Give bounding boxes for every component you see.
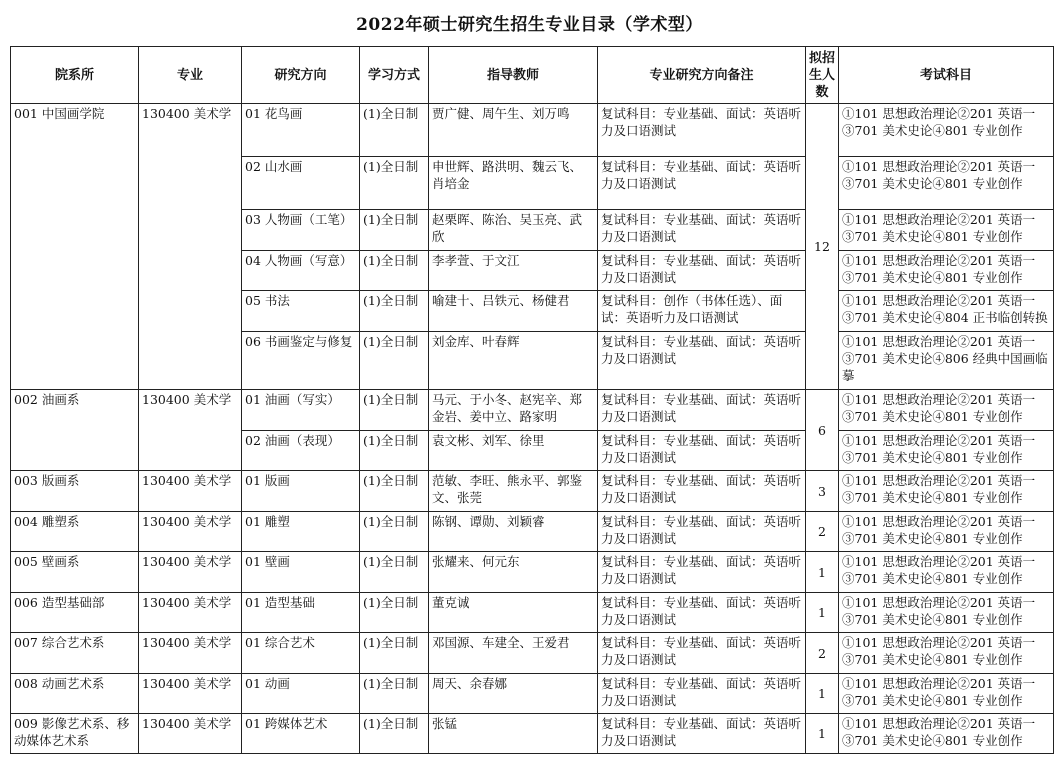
major-cell: 130400 美术学 xyxy=(139,633,242,674)
notes-cell: 复试科目：专业基础、面试：英语听力及口语测试 xyxy=(598,251,806,291)
teachers-cell: 马元、于小冬、赵宪辛、郑金岩、姜中立、路家明 xyxy=(429,390,598,431)
exams-cell: ①101 思想政治理论②201 英语一 ③701 美术史论④801 专业创作 xyxy=(839,593,1054,633)
quota-cell: 1 xyxy=(806,714,839,754)
direction-cell: 03 人物画（工笔） xyxy=(242,210,360,251)
header-teachers: 指导教师 xyxy=(429,47,598,104)
header-dept: 院系所 xyxy=(11,47,139,104)
quota-cell: 1 xyxy=(806,674,839,714)
teachers-cell: 袁文彬、刘军、徐里 xyxy=(429,431,598,471)
notes-cell: 复试科目：专业基础、面试：英语听力及口语测试 xyxy=(598,210,806,251)
notes-cell: 复试科目：专业基础、面试：英语听力及口语测试 xyxy=(598,593,806,633)
table-row xyxy=(11,471,1054,512)
notes-cell: 复试科目：专业基础、面试：英语听力及口语测试 xyxy=(598,431,806,471)
mode-cell: (1)全日制 xyxy=(360,291,429,332)
page-title: 2022年硕士研究生招生专业目录（学术型） xyxy=(356,15,703,35)
mode-cell: (1)全日制 xyxy=(360,390,429,431)
direction-cell: 01 跨媒体艺术 xyxy=(242,714,360,754)
mode-cell: (1)全日制 xyxy=(360,471,429,512)
mode-cell: (1)全日制 xyxy=(360,593,429,633)
notes-cell: 复试科目：专业基础、面试：英语听力及口语测试 xyxy=(598,471,806,512)
dept-cell: 002 油画系 xyxy=(11,390,139,471)
major-cell: 130400 美术学 xyxy=(139,390,242,471)
mode-cell: (1)全日制 xyxy=(360,157,429,210)
teachers-cell: 周天、余春娜 xyxy=(429,674,598,714)
direction-cell: 04 人物画（写意） xyxy=(242,251,360,291)
notes-cell: 复试科目：专业基础、面试：英语听力及口语测试 xyxy=(598,104,806,157)
mode-cell: (1)全日制 xyxy=(360,512,429,552)
table-row xyxy=(11,593,1054,633)
header-row xyxy=(11,47,1054,104)
header-exams: 考试科目 xyxy=(839,47,1054,104)
exams-cell: ①101 思想政治理论②201 英语一 ③701 美术史论④801 专业创作 xyxy=(839,390,1054,431)
teachers-cell: 刘金库、叶春辉 xyxy=(429,332,598,390)
mode-cell: (1)全日制 xyxy=(360,210,429,251)
header-quota: 拟招生人数 xyxy=(806,47,839,104)
dept-cell: 009 影像艺术系、移动媒体艺术系 xyxy=(11,714,139,754)
mode-cell: (1)全日制 xyxy=(360,633,429,674)
teachers-cell: 张耀来、何元东 xyxy=(429,552,598,593)
direction-cell: 06 书画鉴定与修复 xyxy=(242,332,360,390)
mode-cell: (1)全日制 xyxy=(360,552,429,593)
major-cell: 130400 美术学 xyxy=(139,714,242,754)
direction-cell: 05 书法 xyxy=(242,291,360,332)
header-major: 专业 xyxy=(139,47,242,104)
teachers-cell: 董克诚 xyxy=(429,593,598,633)
mode-cell: (1)全日制 xyxy=(360,104,429,157)
teachers-cell: 喻建十、吕铁元、杨健君 xyxy=(429,291,598,332)
mode-cell: (1)全日制 xyxy=(360,332,429,390)
teachers-cell: 范敏、李旺、熊永平、郭鉴文、张莞 xyxy=(429,471,598,512)
teachers-cell: 张锰 xyxy=(429,714,598,754)
quota-cell: 1 xyxy=(806,552,839,593)
notes-cell: 复试科目：专业基础、面试：英语听力及口语测试 xyxy=(598,157,806,210)
exams-cell: ①101 思想政治理论②201 英语一 ③701 美术史论④806 经典中国画临摹 xyxy=(839,332,1054,390)
quota-cell: 6 xyxy=(806,390,839,471)
direction-cell: 01 动画 xyxy=(242,674,360,714)
exams-cell: ①101 思想政治理论②201 英语一 ③701 美术史论④801 专业创作 xyxy=(839,210,1054,251)
exams-cell: ①101 思想政治理论②201 英语一 ③701 美术史论④801 专业创作 xyxy=(839,471,1054,512)
dept-cell: 005 壁画系 xyxy=(11,552,139,593)
header-notes: 专业研究方向备注 xyxy=(598,47,806,104)
exams-cell: ①101 思想政治理论②201 英语一 ③701 美术史论④801 专业创作 xyxy=(839,157,1054,210)
dept-cell: 004 雕塑系 xyxy=(11,512,139,552)
direction-cell: 01 造型基础 xyxy=(242,593,360,633)
exams-cell: ①101 思想政治理论②201 英语一 ③701 美术史论④801 专业创作 xyxy=(839,251,1054,291)
exams-cell: ①101 思想政治理论②201 英语一 ③701 美术史论④801 专业创作 xyxy=(839,512,1054,552)
quota-cell: 1 xyxy=(806,593,839,633)
direction-cell: 01 版画 xyxy=(242,471,360,512)
exams-cell: ①101 思想政治理论②201 英语一 ③701 美术史论④801 专业创作 xyxy=(839,431,1054,471)
direction-cell: 01 雕塑 xyxy=(242,512,360,552)
mode-cell: (1)全日制 xyxy=(360,674,429,714)
dept-cell: 001 中国画学院 xyxy=(11,104,139,390)
exams-cell: ①101 思想政治理论②201 英语一 ③701 美术史论④801 专业创作 xyxy=(839,104,1054,157)
notes-cell: 复试科目：创作（书体任选）、面试：英语听力及口语测试 xyxy=(598,291,806,332)
exams-cell: ①101 思想政治理论②201 英语一 ③701 美术史论④801 专业创作 xyxy=(839,633,1054,674)
table-row xyxy=(11,633,1054,674)
teachers-cell: 赵栗晖、陈治、吴玉亮、武欣 xyxy=(429,210,598,251)
notes-cell: 复试科目：专业基础、面试：英语听力及口语测试 xyxy=(598,332,806,390)
dept-cell: 008 动画艺术系 xyxy=(11,674,139,714)
direction-cell: 01 壁画 xyxy=(242,552,360,593)
teachers-cell: 陈钢、谭勋、刘颖睿 xyxy=(429,512,598,552)
teachers-cell: 李孝萱、于文江 xyxy=(429,251,598,291)
mode-cell: (1)全日制 xyxy=(360,431,429,471)
major-cell: 130400 美术学 xyxy=(139,512,242,552)
direction-cell: 01 花鸟画 xyxy=(242,104,360,157)
major-cell: 130400 美术学 xyxy=(139,552,242,593)
header-mode: 学习方式 xyxy=(360,47,429,104)
quota-cell: 2 xyxy=(806,633,839,674)
major-cell: 130400 美术学 xyxy=(139,593,242,633)
notes-cell: 复试科目：专业基础、面试：英语听力及口语测试 xyxy=(598,390,806,431)
major-cell: 130400 美术学 xyxy=(139,104,242,390)
exams-cell: ①101 思想政治理论②201 英语一 ③701 美术史论④801 专业创作 xyxy=(839,674,1054,714)
teachers-cell: 申世辉、路洪明、魏云飞、肖培金 xyxy=(429,157,598,210)
table-row xyxy=(11,674,1054,714)
direction-cell: 02 山水画 xyxy=(242,157,360,210)
catalog-table xyxy=(10,46,1054,754)
mode-cell: (1)全日制 xyxy=(360,251,429,291)
teachers-cell: 邓国源、车建全、王爱君 xyxy=(429,633,598,674)
major-cell: 130400 美术学 xyxy=(139,674,242,714)
table-row xyxy=(11,104,1054,157)
exams-cell: ①101 思想政治理论②201 英语一 ③701 美术史论④801 专业创作 xyxy=(839,552,1054,593)
table-row xyxy=(11,390,1054,431)
table-row xyxy=(11,552,1054,593)
direction-cell: 01 综合艺术 xyxy=(242,633,360,674)
exams-cell: ①101 思想政治理论②201 英语一 ③701 美术史论④801 专业创作 xyxy=(839,714,1054,754)
dept-cell: 003 版画系 xyxy=(11,471,139,512)
direction-cell: 01 油画（写实） xyxy=(242,390,360,431)
major-cell: 130400 美术学 xyxy=(139,471,242,512)
direction-cell: 02 油画（表现） xyxy=(242,431,360,471)
notes-cell: 复试科目：专业基础、面试：英语听力及口语测试 xyxy=(598,714,806,754)
header-direction: 研究方向 xyxy=(242,47,360,104)
mode-cell: (1)全日制 xyxy=(360,714,429,754)
exams-cell: ①101 思想政治理论②201 英语一 ③701 美术史论④804 正书临创转换 xyxy=(839,291,1054,332)
dept-cell: 007 综合艺术系 xyxy=(11,633,139,674)
table-row xyxy=(11,512,1054,552)
dept-cell: 006 造型基础部 xyxy=(11,593,139,633)
quota-cell: 2 xyxy=(806,512,839,552)
notes-cell: 复试科目：专业基础、面试：英语听力及口语测试 xyxy=(598,674,806,714)
notes-cell: 复试科目：专业基础、面试：英语听力及口语测试 xyxy=(598,512,806,552)
notes-cell: 复试科目：专业基础、面试：英语听力及口语测试 xyxy=(598,633,806,674)
quota-cell: 12 xyxy=(806,104,839,390)
table-row xyxy=(11,714,1054,754)
teachers-cell: 贾广健、周午生、刘万鸣 xyxy=(429,104,598,157)
notes-cell: 复试科目：专业基础、面试：英语听力及口语测试 xyxy=(598,552,806,593)
quota-cell: 3 xyxy=(806,471,839,512)
